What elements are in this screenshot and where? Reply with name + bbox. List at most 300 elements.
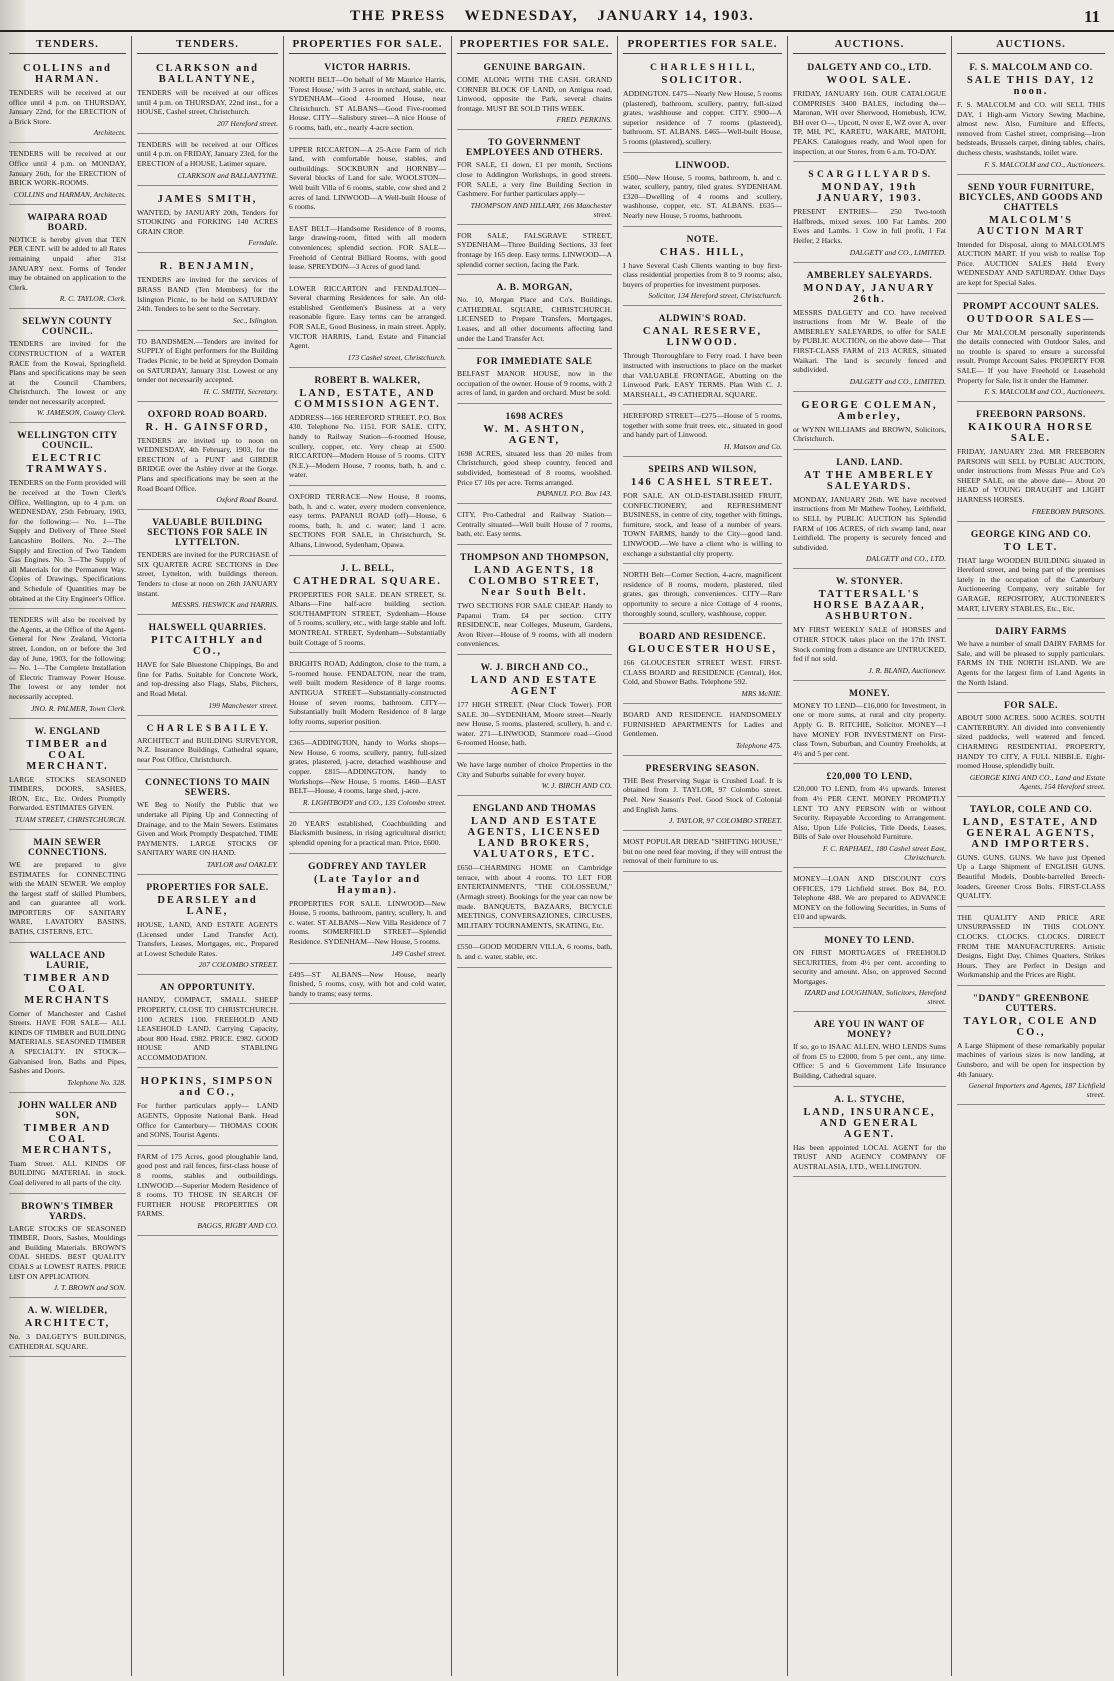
ad-title: LINWOOD. <box>675 160 730 171</box>
advertisement <box>137 618 278 715</box>
advertisement <box>289 58 446 139</box>
advertisement <box>957 58 1105 175</box>
ad-signature: PAPANUI. P.O. Box 143. <box>536 489 612 499</box>
ad-signature: J. R. BLAND, Auctioneer. <box>868 665 946 675</box>
ad-body-text: HEREFORD STREET—£275—House of 5 rooms, together with some fruit trees, etc., situated in good and handy part of Linwood. <box>623 411 782 440</box>
ad-firm-name: DEARSLEY and LANE, <box>157 894 258 917</box>
advertisement <box>793 1015 946 1086</box>
ad-body-text: We have a number of small DAIRY FARMS for Sale, and will be pleased to supply particulars. FARMS IN THE NORTH ISLAND. We are Agents for the largest firm of Land Agents in the North Island. <box>957 639 1105 687</box>
advertisement <box>623 408 782 457</box>
ad-firm-name: AT THE AMBERLEY SALEYARDS. <box>804 469 935 492</box>
ad-body-text: TENDERS will be received at our Offices until 4 p.m. on FRIDAY, January 23rd, for the ERECTION of a HOUSE, Latimer square. <box>137 139 278 168</box>
advertisement <box>457 658 612 754</box>
ad-firm-name: 146 CASHEL STREET. <box>631 477 774 489</box>
ad-body-text: MESSRS DALGETY and CO. have received instructions from Mr W. Beale of the AMBERLEY SALEYARDS, to offer for SALE by PUBLIC AUCTION, on the above date— That FIRST-CLASS FARM of 213 ACRES, situated Waikari. The land is securely fenced and subdivided. <box>793 307 946 375</box>
ad-title: SELWYN COUNTY COUNCIL. <box>22 317 113 338</box>
column-1 <box>4 36 132 1676</box>
ad-body-text: CITY, Pro-Cathedral and Railway Station—Centrally situated—Well built House of 7 rooms, bath, etc. Easy terms. <box>457 510 612 539</box>
ad-firm-name: MONDAY, JANUARY 26th. <box>803 282 936 305</box>
ad-title: F. S. MALCOLM AND CO. <box>969 63 1093 73</box>
ad-body-text: MY FIRST WEEKLY SALE of HORSES and OTHER STOCK takes place on the 17th INST. Stock coming from a distance are UNTRUCKED, fed if not sold. <box>793 625 946 664</box>
column-3 <box>284 36 452 1676</box>
ad-body-text: TO BANDSMEN.—Tenders are invited for SUPPLY of Eight performers for the Building Trades Picnic, to be held at Spreydon Domain on SATURDAY, January 31st. Lowest or any tender not necessarily accepted. <box>137 336 278 385</box>
ad-signature: CLARKSON and BALLANTYNE. <box>177 170 278 180</box>
ad-body-text: LOWER RICCARTON and FENDALTON—Several charming Residences for sale. An old-established Gentlemen's Business at a very reasonable figure. Easy terms can be arranged. FOR SALE, Good Business, in main street. Apply, VICTOR HARRIS, Land, Estate and Financial Agent. <box>289 283 446 351</box>
ad-title: C H A R L E S B A I L E Y. <box>146 723 269 734</box>
ad-body-text: Intended for Disposal, along to MALCOLM'S AUCTION MART. If you wish to realise Top Price. AUCTION SALES Held Every WEDNESDAY AND SATURDAY. Other Days are kept for Special Sales. <box>957 239 1105 287</box>
advertisement <box>957 696 1105 797</box>
ad-title: DALGETY AND CO., LTD. <box>807 63 932 73</box>
ad-body-text: 20 YEARS established, Coachbuilding and Blacksmith business, in rising agricultural district; splendid opening for a practical man. Price, £600. <box>289 818 446 848</box>
advertisement <box>793 572 946 680</box>
ad-body-text: TENDERS will be received at our Office until 4 p.m. on MONDAY, January 26th, for the ERECTION of BRICK WORK-ROOMS. <box>9 149 126 188</box>
ad-title: DAIRY FARMS <box>995 627 1067 638</box>
column-6 <box>788 36 952 1676</box>
ad-firm-name: COLLINS and HARMAN. <box>23 63 112 85</box>
ad-title: LAND. LAND. <box>836 457 903 468</box>
ad-title: "DANDY" GREENBONE CUTTERS. <box>972 993 1090 1014</box>
advertisement <box>289 281 446 368</box>
ad-body-text: THE QUALITY AND PRICE ARE UNSURPASSED IN THIS COLONY. CLOCKS. CLOCKS. CLOCKS. DIRECT FROM THE MANUFACTURERS. Artistic Designs, Eight Day, Chimes Quarters, Strikes Hours. They are Perfect in Design and Workmanship and the Prices are Right. <box>957 912 1105 980</box>
ad-body-text: Through Thoroughfare to Ferry road. I have been instructed with instructions to place on the market that VALUABLE FRONTAGE, Abutting on the Linwood Park. EASY TERMS. Plan With C. J. MARSHALL, 49 CATHEDRAL SQUARE. <box>623 351 782 399</box>
advertisement <box>793 684 946 765</box>
ad-firm-name: TIMBER AND COAL MERCHANTS <box>23 972 112 1006</box>
ad-body-text: FOR SALE, £1 down, £1 per month, Sections close to Addington Workshops, in good streets. FOR SALE, a very fine Building Section in Cashmere. For further particulars apply— <box>457 160 612 199</box>
ad-body-text: We have large number of choice Properties in the City and Suburbs suitable for every buyer. <box>457 759 612 779</box>
ad-body-text: WE are prepared to give ESTIMATES for CONNECTING with the MAIN SEWER. We employ the largest staff of skilled Plumbers, and can guarantee all work. IMPORTERS OF SANITARY WARE, LAVATORY BASINS, BATHS, CISTERNS, ETC. <box>9 859 126 937</box>
ad-body-text: I have Several Cash Clients wanting to buy first-class residential properties from 8 to 9 rooms; also, buyers of properties for investment purposes. <box>623 260 782 289</box>
advertisement <box>9 833 126 943</box>
ad-title: £20,000 TO LEND, <box>826 772 913 783</box>
advertisement <box>957 622 1105 693</box>
advertisement <box>457 58 612 130</box>
column-grid <box>4 36 1110 1676</box>
ad-firm-name: MONDAY, 19th JANUARY, 1903. <box>816 182 923 205</box>
ad-body-text: No. 3 DALGETY'S BUILDINGS, CATHEDRAL SQUARE. <box>9 1332 126 1351</box>
advertisement <box>9 208 126 310</box>
ad-firm-name: MALCOLM'S AUCTION MART <box>977 214 1085 237</box>
ad-body-text: NOTICE is hereby given that TEN PER CENT. will be added to all Rates remaining unpaid after 31st JANUARY next. Forms of Tender may be obtained on application to the Clerk. <box>9 234 126 292</box>
ad-title: WELLINGTON CITY COUNCIL. <box>17 431 118 452</box>
ad-body-text: Tuam Street. ALL KINDS OF BUILDING MATERIAL in stock. Coal delivered to all parts of the city. <box>9 1158 126 1187</box>
ad-title: MONEY. <box>849 688 890 699</box>
ad-body-text: TENDERS will be received at our office until 4 p.m. on THURSDAY, January 22nd, for the ERECTION of a Brick Store. <box>9 88 126 126</box>
advertisement <box>137 773 278 875</box>
ad-body-text: PROPERTIES FOR SALE. LINWOOD—New House, 5 rooms, bathroom, pantry, scullery, h. and c. water. ST ALBANS—New Villa Residence of 7 rooms. SOMERFIELD STREET—Splendid Residence. SYDENHAM—New House, 5 rooms. <box>289 898 446 946</box>
ad-firm-name: JAMES SMITH, <box>157 193 258 205</box>
ad-title: SEND YOUR FURNITURE, BICYCLES, AND GOODS AND CHATTELS <box>959 182 1103 213</box>
advertisement <box>457 799 612 936</box>
ad-title: A. B. MORGAN, <box>496 283 573 294</box>
ad-body-text: PROPERTIES FOR SALE. DEAN STREET, St. Albans—Fine half-acre building section. SOUTHAMPTON STREET, Sydenham—House of 5 rooms, scullery, etc., with large stable and loft. MONTREAL STREET, Sydenham—Substantially built Cottage of 5 rooms. <box>289 589 446 647</box>
ad-body-text: TENDERS are invited for the PURCHASE of SIX QUARTER ACRE SECTIONS in Dee street, Lyttelton, with buildings thereon. Tenders to close at noon on 26th JANUARY instant. <box>137 550 278 598</box>
advertisement <box>793 395 946 450</box>
ad-firm-name: KAIKOURA HORSE SALE. <box>968 422 1094 445</box>
ad-signature: Oxford Road Board. <box>216 495 278 505</box>
column-heading: AUCTIONS. <box>793 36 946 54</box>
ad-signature: 207 COLOMBO STREET. <box>198 960 278 970</box>
ad-title: GENUINE BARGAIN. <box>483 63 586 73</box>
advertisement <box>137 405 278 511</box>
ad-title: ROBERT B. WALKER, <box>314 375 421 386</box>
column-heading: PROPERTIES FOR SALE. <box>289 36 446 54</box>
advertisement <box>9 946 126 1093</box>
ad-firm-name: LAND AND ESTATE AGENTS, LICENSED LAND BROKERS, VALUATORS, ETC. <box>467 816 602 861</box>
ad-title: 1698 ACRES <box>505 411 564 422</box>
advertisement <box>289 142 446 218</box>
ad-body-text: £365—ADDINGTON, handy to Works shops—New House, 6 rooms, scullery, pantry, full-sized grates, plastered, j-acre, detached washhouse and copper. £815—ADDINGTON, handy to Workshops—New House, 5 rooms. £460—EAST BELT—House, 4 rooms, large shed, j-acre. <box>289 738 446 796</box>
ad-title: W. ENGLAND <box>34 726 101 737</box>
advertisement <box>289 967 446 1005</box>
advertisement <box>623 759 782 831</box>
ad-body-text: THE Best Preserving Sugar is Crushed Loaf. It is obtained from J. TAYLOR, 97 Colombo street. Peel. New Season's Peel. Good Stock of Colonial and English Jams. <box>623 775 782 814</box>
ad-signature: BAGGS, RIGBY AND CO. <box>197 1221 278 1230</box>
ad-title: VICTOR HARRIS. <box>324 63 411 73</box>
ad-firm-name: (Late Taylor and Hayman). <box>313 873 422 896</box>
ad-title: BOARD AND RESIDENCE. <box>639 632 766 643</box>
advertisement <box>957 800 1105 907</box>
ad-signature: J. TAYLOR, 97 COLOMBO STREET. <box>668 816 782 826</box>
ad-body-text: TWO SECTIONS FOR SALE CHEAP. Handy to Papanui Tram. £4 per section. CITY RESIDENCE, near Colleges, Museum, Gardens, Avon River—House of 9 rooms, with all modern conveniences. <box>457 601 612 649</box>
ad-body-text: BRIGHTS ROAD, Addington, close to the tram, a 5-roomed house. FENDALTON, near the tram, well built modern Residence of 8 large rooms. ANTIGUA STREET—Substantially-constructed House of seven rooms, bathroom. CITY—Substantially built Modern Residence of 8 large lofty rooms, superior position. <box>289 659 446 726</box>
ad-title: FOR IMMEDIATE SALE <box>476 357 593 368</box>
column-4 <box>452 36 618 1676</box>
ad-title: FREEBORN PARSONS. <box>976 410 1086 421</box>
ad-signature: DALGETY and CO., LTD. <box>865 554 946 564</box>
ad-title: ENGLAND AND THOMAS <box>472 804 597 815</box>
ad-body-text: £495—ST ALBANS—New House, nearly finished, 5 rooms, cosy, with hot and cold water, handy to trams; easy terms. <box>289 969 446 998</box>
ad-signature: MESSRS. HESWICK and HARRIS. <box>171 600 278 610</box>
ad-signature: Telephone No. 328. <box>67 1077 126 1087</box>
advertisement <box>137 137 278 186</box>
advertisement <box>289 735 446 813</box>
advertisement <box>457 278 612 349</box>
ad-body-text: £550—GOOD MODERN VILLA, 6 rooms, bath, h. and c. water, stable, etc. <box>457 942 612 961</box>
advertisement <box>957 405 1105 522</box>
ad-title: MAIN SEWER CONNECTIONS. <box>27 837 108 858</box>
advertisement <box>623 627 782 704</box>
advertisement <box>137 1071 278 1145</box>
advertisement <box>457 548 612 655</box>
ad-firm-name: GLOUCESTER HOUSE, <box>628 644 777 656</box>
ad-firm-name: R. BENJAMIN, <box>159 261 256 273</box>
advertisement <box>793 165 946 262</box>
ad-signature: COLLINS and HARMAN, Architects. <box>13 189 126 199</box>
advertisement <box>289 221 446 278</box>
ad-body-text: FOR SALE. AN OLD-ESTABLISHED FRUIT, CONFECTIONERY, and REFRESHMENT BUSINESS, in centre of city, together with fittings, furniture, stock, and lease of a number of years. TOWN FARMS, handy to the City—good land. LINWOOD.—We have a client who is willing to exchange a substantial city property. <box>623 491 782 558</box>
newspaper-title: THE PRESS <box>350 8 446 24</box>
ad-signature: General Importers and Agents, 187 Lichfield street. <box>968 1081 1105 1100</box>
ad-signature: DALGETY and CO., LIMITED. <box>849 376 946 386</box>
ad-signature: TUAM STREET, CHRISTCHURCH. <box>15 814 126 824</box>
advertisement <box>9 58 126 143</box>
ad-firm-name: CHAS. HILL, <box>659 246 746 258</box>
ad-firm-name: ELECTRIC TRAMWAYS. <box>26 453 109 476</box>
issue-day: WEDNESDAY, <box>464 8 579 24</box>
advertisement <box>793 931 946 1012</box>
ad-firm-name: CLARKSON and BALLANTYNE, <box>155 63 260 85</box>
column-heading: PROPERTIES FOR SALE. <box>457 36 612 54</box>
ad-firm-name: WOOL SALE. <box>826 75 913 86</box>
ad-title: S C A R G I L L Y A R D S. <box>808 170 931 181</box>
ad-body-text: TENDERS are invited for the CONSTRUCTION of a WATER RACE from the Kowai, Springfield. Plans and specifications may be seen at the Council Chambers, Christchurch. The lowest or any tender not necessarily accepted. <box>9 339 126 406</box>
advertisement <box>457 228 612 275</box>
advertisement <box>623 460 782 564</box>
masthead-line <box>350 8 768 25</box>
ad-firm-name: TIMBER and COAL MERCHANT. <box>26 738 109 772</box>
ad-title: WALLACE AND LAURIE, <box>29 950 106 971</box>
ad-body-text: TENDERS are invited for the services of BRASS BAND (Ten Members) for the Islington Picnic, to be held on SATURDAY 24th. Tenders to be sent to the Secretary. <box>137 275 278 314</box>
advertisement <box>623 156 782 227</box>
advertisement <box>623 834 782 872</box>
advertisement <box>957 989 1105 1105</box>
advertisement <box>289 857 446 964</box>
advertisement <box>137 1149 278 1236</box>
ad-body-text: Has been appointed LOCAL AGENT for the TRUST AND AGENCY COMPANY OF AUSTRALASIA, LTD., WELLINGTON. <box>793 1142 946 1171</box>
advertisement <box>793 453 946 570</box>
ad-body-text: £650—CHARMING HOME on Cambridge terrace, with about 4 rooms. TO LET FOR ENTERTAINMENTS, "THE COLOSSEUM," (Armagh street). Bookings for the year can now be made. BANQUETS, BAZAARS, BICYCLE MEETINGS, CONVERSAZIONES, CIRCUSES, MILITARY TOURNAMENTS, SKATING, Etc. <box>457 863 612 930</box>
advertisement <box>289 816 446 854</box>
ad-signature: DALGETY and CO., LIMITED. <box>849 247 946 257</box>
ad-title: AN OPPORTUNITY. <box>160 983 255 994</box>
ad-signature: H. C. SMITH, Secretary. <box>203 386 278 396</box>
ad-firm-name: LAND, ESTATE, AND GENERAL AGENTS, AND IMPORTERS. <box>962 816 1100 850</box>
ad-title: J. L. BELL, <box>340 563 395 574</box>
ad-body-text: If so, go to ISAAC ALLEN, WHO LENDS Sums of from £5 to £2000, from 5 per cent., any time. Office: 5 and 6 Government Life Insurance Building, Cathedral square. <box>793 1042 946 1081</box>
ad-firm-name: TATTERSALL'S HORSE BAZAAR, ASHBURTON. <box>813 589 926 623</box>
ad-body-text: WE Beg to Notify the Public that we undertake all Piping Up and Connecting of Drainage, and to the Main Sewers. Estimates Given and Work Promptly Despatched. TIME PAYMENTS. LARGE STOCKS OF SANITARY WARE ON HAND. <box>137 800 278 858</box>
ad-firm-name: SOLICITOR. <box>661 75 744 86</box>
ad-signature: W. J. BIRCH AND CO. <box>541 781 612 791</box>
ad-body-text: LARGE STOCKS SEASONED TIMBERS, DOORS, SASHES, IRON, Etc., Etc. Orders Promptly Forwarded. ESTIMATES GIVEN. <box>9 774 126 813</box>
ad-body-text: ADDINGTON. £475—Nearly New House, 5 rooms (plastered), bathroom, scullery, pantry, full-sized grates, washhouse and copper. CITY. £900—A superior residence of 7 rooms (plastered), bathroom. ST. ALBANS. £465—Well-built House, 5 rooms (plastered), scullery. <box>623 89 782 146</box>
column-2 <box>132 36 284 1676</box>
advertisement <box>289 656 446 732</box>
ad-body-text: ON FIRST MORTGAGES of FREEHOLD SECURITIES, from 4½ per cent. according to security and amount. Also, on approved Second Mortgages. <box>793 947 946 986</box>
advertisement <box>623 567 782 624</box>
masthead <box>0 4 1114 32</box>
advertisement <box>9 612 126 718</box>
ad-body-text: EAST BELT—Handsome Residence of 8 rooms, large drawing-room, fitted with all modern conveniences; splendid section. FOR SALE—Freehold of Central Billiard Rooms, with good lease. SPREYDON—3 Acres of good land. <box>289 223 446 272</box>
ad-firm-name: W. M. ASHTON, AGENT, <box>483 423 586 446</box>
ad-title: TO GOVERNMENT EMPLOYEES AND OTHERS. <box>466 138 603 159</box>
ad-body-text: A Large Shipment of these remarkably popular machines of various sizes is now landing, at Gunsboro, and will be open for inspection by 4th January. <box>957 1040 1105 1079</box>
ad-firm-name: ARCHITECT, <box>24 1318 111 1330</box>
ad-signature: FRED. PERKINS. <box>556 115 612 125</box>
advertisement <box>289 371 446 486</box>
ad-title: OXFORD ROAD BOARD. <box>147 409 268 420</box>
ad-signature: Sec., Islington. <box>232 315 278 325</box>
ad-signature: MRS McNIE. <box>741 688 782 698</box>
advertisement <box>623 309 782 405</box>
advertisement <box>457 407 612 504</box>
advertisement <box>137 256 278 330</box>
ad-title: PROPERTIES FOR SALE. <box>146 882 269 893</box>
ad-title: GEORGE KING AND CO. <box>970 529 1092 540</box>
ad-signature: H. Matson and Co. <box>723 442 782 452</box>
advertisement <box>289 559 446 654</box>
ad-firm-name: LAND AGENTS, 18 COLOMBO STREET, Near South Belt. <box>468 565 601 599</box>
page-number: 11 <box>1083 7 1100 26</box>
ad-title: GODFREY AND TAYLER <box>308 861 427 872</box>
ad-title: HALSWELL QUARRIES. <box>148 623 267 634</box>
ad-body-text: FARM of 175 Acres, good ploughable land, good post and rail fences, first-class house of 8 rooms, stables and outbuildings. LINWOOD.—Superior Modern Residence of 8 rooms. TO THOSE IN SEARCH OF FURTHER HOUSE PROPERTIES OR FARMS. <box>137 1151 278 1219</box>
advertisement <box>9 1096 126 1194</box>
ad-title: A. L. STYCHE, <box>834 1094 905 1105</box>
advertisement <box>957 910 1105 986</box>
ad-body-text: NORTH Belt—Corner Section, 4-acre, magnificent residence of 8 rooms, modern, plastered, tiled grates, gas through, conveniences. CITY—Rare opportunity to secure a nice Cottage of 4 rooms, thoroughly sound, scullery, washhouse, copper. <box>623 570 782 618</box>
ad-title: MONEY TO LEND. <box>824 935 915 946</box>
advertisement <box>137 878 278 975</box>
advertisement <box>793 1090 946 1178</box>
column-5 <box>618 36 788 1676</box>
ad-body-text: MONDAY, JANUARY 26th. WE have received instructions from Mr Mathew Toohey, Leithfield, to SELL by PUBLIC AUCTION his Splendid FARM of 106 ACRES, of rich swamp land, near Leithfield. The property is securely fenced and subdivided. <box>793 494 946 552</box>
ad-body-text: 1698 ACRES, situated less than 20 miles from Christchurch, good sheep country, fenced and subdivided, homestead of 8 rooms, woolshed. Price £7 10s per acre. Terms arranged. <box>457 448 612 487</box>
advertisement <box>957 525 1105 620</box>
advertisement <box>793 871 946 928</box>
ad-body-text: ARCHITECT and BUILDING SURVEYOR, N.Z. Insurance Buildings, Cathedral square, near Post Office, Christchurch. <box>137 735 278 764</box>
ad-title: VALUABLE BUILDING SECTIONS FOR SALE IN LYTTELTON. <box>147 518 268 549</box>
ad-signature: 149 Cashel street. <box>391 948 446 958</box>
ad-title: A. W. WIELDER, <box>27 1306 108 1317</box>
ad-body-text: TENDERS are invited up to noon on WEDNESDAY, 4th February, 1903, for the ERECTION of a PUNT and GIRDER BRIDGE over the Ashley river at the Gorge. Plans and specifications may be seen at the Road Board Office. <box>137 435 278 493</box>
ad-body-text: THAT large WOODEN BUILDING situated in Hereford street, and being part of the premises lately in the occupation of the Canterbury Auctioneering Company, very suitable for GARAGE, REPOSITORY, AUCTIONEER'S MART, LIVERY STABLES, Etc., Etc. <box>957 555 1105 613</box>
ad-body-text: HOUSE, LAND, AND ESTATE AGENTS (Licensed under Land Transfer Act). Transfers, Leases, Mortgages, etc., Prepared at Lowest Schedule Rates. <box>137 919 278 958</box>
ad-body-text: £20,000 TO LEND, from 4½ upwards. Interest from 4½ PER CENT. MONEY PROMPTLY LENT TO ANY PERSON with or without Security. Repayable According to Arrangement. Also, Upon Life Policies, Title Deeds, Leases, Bills of Sale over Household Furniture. <box>793 784 946 842</box>
ad-body-text: WANTED, by JANUARY 20th, Tenders for STOOKING and FORKING 140 ACRES GRAIN CROP. <box>137 207 278 236</box>
ad-firm-name: LAND AND ESTATE AGENT <box>470 675 599 697</box>
ad-signature: Telephone 475. <box>735 740 782 750</box>
ad-signature: J. T. BROWN and SON. <box>53 1283 126 1293</box>
advertisement <box>457 133 612 224</box>
advertisement <box>623 707 782 756</box>
ad-firm-name: LAND, INSURANCE, AND GENERAL AGENT. <box>803 1106 936 1140</box>
ad-signature: F. C. RAPHAEL, 180 Cashel street East, Christchurch. <box>822 843 946 862</box>
ad-firm-name: TO LET. <box>1003 541 1059 553</box>
ad-body-text: BELFAST MANOR HOUSE, now in the occupation of the owner. House of 9 rooms, with 2 acres of land, in garden and orchard. Must be sold. <box>457 369 612 398</box>
ad-body-text: ABOUT 5000 ACRES. 5000 ACRES. SOUTH CANTERBURY. All divided into conveniently sized paddocks, well watered and fenced. CHARMING RESIDENTIAL PROPERTY, HANDY TO CITY, A FULL NIBBLE. Eight-roomed House, splendidly built. <box>957 713 1105 771</box>
ad-body-text: BOARD AND RESIDENCE. HANDSOMELY FURNISHED APARTMENTS for Ladies and Gentlemen. <box>623 709 782 739</box>
ad-title: JOHN WALLER AND SON, <box>17 1100 118 1121</box>
ad-body-text: FRIDAY, JANUARY 23rd. MR FREEBORN PARSONS will SELL by PUBLIC AUCTION, under instructions from Messrs Prue and Co's SHEEP SALE, on the above date— About 20 HEAD of YOUNG DRAUGHT and LIGHT HARNESS HORSES. <box>957 447 1105 505</box>
ad-signature: GEORGE KING AND CO., Land and Estate Agents, 154 Hereford street. <box>969 772 1105 791</box>
ad-signature: IZARD and LOUGHNAN, Solicitors, Hereford street. <box>804 988 946 1007</box>
ad-body-text: FRIDAY, JANUARY 16th. OUR CATALOGUE COMPRISES 3400 BALES, including the— Maronan, WH over Sherwood, Homebush, ICW, BH over O—, Upcott, N over E, WZ over A, over TP, MH, PC, KARETU, WAKARE, MATOHI, PEAKS. Catalogues ready, and Wool open for inspection, at our Stores, from 6 a.m. TO-DAY. <box>793 89 946 156</box>
ad-title: SPEIRS AND WILSON, <box>648 465 757 476</box>
ad-firm-name: CANAL RESERVE, LINWOOD. <box>642 326 763 349</box>
advertisement <box>9 146 126 204</box>
ad-body-text: F. S. MALCOLM and CO. will SELL THIS DAY, 1 High-arm Victory Sewing Machine, almost new. Also, Furniture and Effects, removed from Cashel street, comprising—Iron bedsteads, Brussels carpet, dining tables, chairs, duchess chests, washstands, toilet ware. <box>957 100 1105 157</box>
ad-signature: R. C. TAYLOR, Clerk. <box>59 294 126 304</box>
ad-signature: F. S. MALCOLM and CO., Auctioneers. <box>984 159 1105 169</box>
ad-signature: 199 Manchester street. <box>208 700 278 710</box>
ad-title: THOMPSON AND THOMPSON, <box>460 553 609 564</box>
advertisement <box>623 58 782 153</box>
column-7 <box>952 36 1110 1676</box>
ad-signature: F. S. MALCOLM and CO., Auctioneers. <box>984 387 1105 397</box>
ad-body-text: 166 GLOUCESTER STREET WEST. FIRST-CLASS BOARD and RESIDENCE (Central), Hot, Cold, and Shower Baths. Telephone 592. <box>623 658 782 687</box>
ad-body-text: HANDY, COMPACT, SMALL SHEEP PROPERTY, CLOSE TO CHRISTCHURCH. 1100 ACRES 1100. FREEHOLD AND LEASEHOLD LAND. Carrying Capacity, about 800 Head. £982. PRICE. £982. GOOD HOUSE AND STABLING ACCOMMODATION. <box>137 995 278 1062</box>
ad-signature: FREEBORN PARSONS. <box>1031 506 1105 516</box>
ad-title: FOR SALE. <box>1003 701 1059 712</box>
ad-firm-name: TIMBER AND COAL MERCHANTS, <box>22 1122 113 1156</box>
ad-body-text: TENDERS on the Form provided will be received at the Town Clerk's Office, Wellington, up to 4 p.m. on WEDNESDAY, 25th February, 1903, for the following:— No. 1—The Supply and Delivery of Three Steel Lancashire Boilers. No. 2—The Supply and Erection of Two Tandem Gas Engines. No. 3—The Supply of all Materials for the Permanent Way. Copies of Drawings, Specifications and Schedule of Quantities may be obtained at the City Engineer's Office. <box>9 478 126 603</box>
ad-title: C H A R L E S H I L L, <box>650 63 755 73</box>
ad-signature: THOMPSON AND HILLARY, 166 Manchester street. <box>470 200 612 219</box>
ad-signature: TAYLOR and OAKLEY. <box>206 859 278 869</box>
advertisement <box>793 58 946 162</box>
ad-signature: 207 Hereford street. <box>217 118 278 128</box>
advertisement <box>9 1301 126 1357</box>
advertisement <box>957 178 1105 294</box>
advertisement <box>137 189 278 254</box>
ad-body-text: No. 10, Morgan Place and Co's. Buildings, CATHEDRAL SQUARE, CHRISTCHURCH. LICENSED to Prepare Transfers, Mortgages, Leases, and all other documents affecting land under the Land Transfer Act. <box>457 295 612 343</box>
advertisement <box>457 757 612 796</box>
ad-title: BROWN'S TIMBER YARDS. <box>21 1201 114 1222</box>
ad-body-text: 177 HIGH STREET. (Near Clock Tower). FOR SALE. 30—SYDENHAM, Moore street—Nearly new House, 5 rooms, plastered, scullery, h. and c. water. 271—LINWOOD, Stanmore road—Good 6-roomed House, bath. <box>457 700 612 748</box>
advertisement <box>793 266 946 392</box>
ad-body-text: OXFORD TERRACE—New House, 8 rooms, bath, h. and c. water, every modern convenience, easy terms. PAPANUI ROAD (off)—House, 6 rooms, bath, h. and c. water; land 1 acre. SECTIONS FOR SALE, in Christchurch, St. Albans, Linwood, Sydenham, Opawa. <box>289 492 446 549</box>
advertisement <box>137 58 278 134</box>
ad-firm-name: TAYLOR, COLE AND CO., <box>963 1015 1099 1038</box>
advertisement <box>137 719 278 771</box>
ad-signature: R. LIGHTBODY and CO., 135 Colombo street. <box>302 797 446 807</box>
advertisement <box>457 507 612 545</box>
advertisement <box>137 978 278 1068</box>
ad-body-text: LARGE STOCKS OF SEASONED TIMBER, Doors, Sashes, Mouldings and Building Materials. BROWN'S COAL SHEDS. BEST QUALITY COALS at LOWEST RATES. PRICE LIST ON APPLICATION. <box>9 1223 126 1281</box>
ad-title: TAYLOR, COLE AND CO. <box>969 804 1093 815</box>
ad-body-text: GUNS. GUNS. GUNS. We have just Opened Up a Large Shipment of ENGLISH GUNS. Beautiful Models, Double-barrelled Breech-loaders, Greener Cross Bolts. FIRST-CLASS QUALITY. <box>957 852 1105 901</box>
ad-body-text: Our Mr MALCOLM personally superintends the details connected with Outdoor Sales, and no trouble is spared to ensure a successful result. Prompt Account Sales. PROPERTY FOR SALE— If you have Freehold or Leasehold Property for Sale, list it under the Hammer. <box>957 327 1105 385</box>
column-heading: TENDERS. <box>137 36 278 54</box>
ad-signature: Ferndale. <box>248 238 278 248</box>
ad-body-text: £500—New House, 5 rooms, bathroom, h. and c. water, scullery, pantry, tiled grates. SYDENHAM. £320—Dwelling of 4 rooms and scullery, washhouse, copper, etc. ST. ALBANS. £635—Nearly new House, 5 rooms, bathroom. <box>623 172 782 220</box>
ad-body-text: NORTH BELT—On behalf of Mr Maurice Harris, 'Forest House,' with 3 acres in orchard, stable, etc. SYDENHAM—Good 4-roomed House, near Christchurch. ST ALBANS—Good Five-roomed House. CITY—Salisbury street—A nice House of 6 rooms, bath, etc., nearly 4-acre section. <box>289 75 446 132</box>
ad-body-text: TENDERS will be received at our offices until 4 p.m. on THURSDAY, 22nd inst., for a HOUSE, Cashel street, Christchurch. <box>137 88 278 117</box>
ad-signature: 173 Cashel street, Christchurch. <box>347 352 446 362</box>
ad-body-text: PRESENT ENTRIES— 250 Two-tooth Halfbreds, mixed sexes. 100 Fat Lambs. 200 Ewes and Lambs. 1 Cow in full profit, 1 Fat Heifer, 2 Hacks. <box>793 207 946 245</box>
ad-body-text: UPPER RICCARTON—A 25-Acre Farm of rich land, with comfortable house, stables, and outbuildings. SOCKBURN and HORNBY—Several blocks of Land for sale. WOOLSTON—Well built Villa of 6 rooms, stable, cow shed and 2 acres of land. LINWOOD—A Well-built House of 6 rooms. <box>289 144 446 212</box>
ad-title: ALDWIN'S ROAD. <box>658 314 747 325</box>
advertisement <box>289 489 446 556</box>
ad-signature: Architects. <box>93 128 126 138</box>
ad-title: AMBERLEY SALEYARDS. <box>806 270 933 281</box>
advertisement <box>457 939 612 967</box>
ad-title: W. J. BIRCH AND CO., <box>480 663 589 673</box>
ad-signature: Solicitor, 134 Hereford street, Christchurch. <box>648 291 782 301</box>
ad-title: PRESERVING SEASON. <box>645 763 760 774</box>
ad-firm-name: GEORGE COLEMAN, Amberley, <box>801 399 938 422</box>
ad-title: PROMPT ACCOUNT SALES. <box>962 301 1100 312</box>
ad-body-text: COME ALONG WITH THE CASH. GRAND CORNER BLOCK OF LAND, on Antigua road, Linwood, opposite the Park, several chains frontage. MUST BE SOLD THIS WEEK. <box>457 75 612 113</box>
advertisement <box>623 230 782 307</box>
ad-firm-name: HOPKINS, SIMPSON and CO., <box>140 1076 275 1099</box>
advertisement <box>9 426 126 609</box>
advertisement <box>137 513 278 615</box>
ad-firm-name: OUTDOOR SALES— <box>966 313 1096 325</box>
advertisement <box>137 334 278 402</box>
ad-title: W. STONYER. <box>835 577 903 588</box>
ad-firm-name: PITCAITHLY and CO., <box>151 635 264 658</box>
ad-firm-name: CATHEDRAL SQUARE. <box>293 575 442 587</box>
advertisement <box>9 1197 126 1299</box>
advertisement <box>457 352 612 404</box>
issue-date: JANUARY 14, 1903. <box>597 8 755 24</box>
ad-body-text: MOST POPULAR DREAD "SHIFTING HOUSE," but no one need fear moving, if they will entrust the removal of their furniture to us. <box>623 837 782 866</box>
advertisement <box>9 312 126 423</box>
advertisement <box>9 722 126 830</box>
ad-signature: JNO. R. PALMER, Town Clerk. <box>31 703 126 713</box>
